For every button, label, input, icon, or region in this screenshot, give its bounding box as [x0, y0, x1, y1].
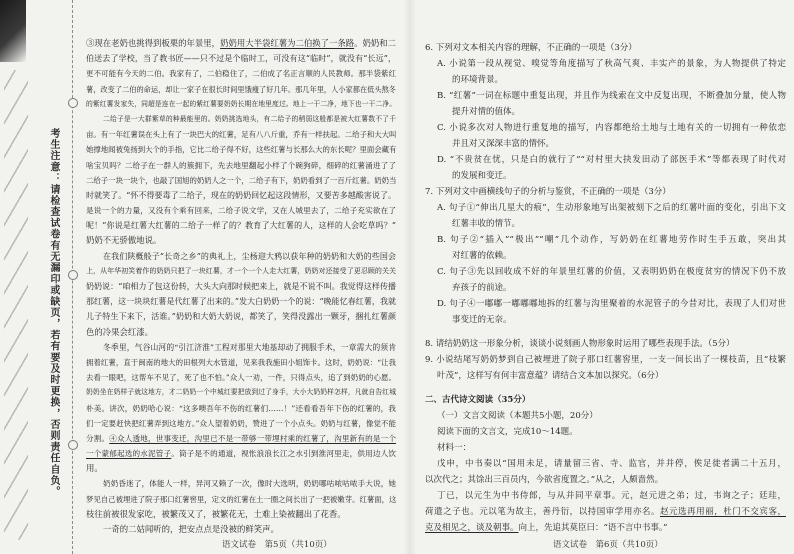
text-line: [86, 112, 396, 127]
text-line: [86, 66, 396, 81]
text-line: [423, 440, 786, 456]
underlined-sentence: 奶奶用大半袋红薯为二伯换了一条路: [220, 38, 355, 48]
text-line: [86, 325, 396, 340]
text-segment: 。筒子是不的通道，视怅浪浪长江之水引到淮河里走，供用边人饮: [171, 449, 396, 459]
text-segment: 9. 小说结尾写奶奶梦到自己被埋进了院子那口红薯窖里，一支一间长出了一棵枝苗，且“枝繁: [425, 355, 786, 365]
binding-hole: [68, 98, 78, 108]
exam-notice: 考生注意：请检查试卷有无漏印或缺页，若有要及时更换，否则责任自负。: [48, 128, 59, 498]
text-line: [86, 249, 396, 264]
text-segment: 二、古代诗文阅读（35分）: [425, 395, 531, 405]
text-segment: 色的冷果会红漆。: [86, 326, 153, 337]
text-line: [423, 136, 786, 152]
text-line: [86, 507, 396, 522]
text-line: [86, 370, 396, 385]
text-segment: 在我们陕概般子“长奇之乡”的典礼上，尘杨迎大鸦以获年种的奶奶和大奶的些国会: [103, 251, 396, 261]
text-segment: 提升对情的值体。: [452, 107, 521, 117]
text-line: [423, 264, 786, 280]
text-line: [86, 36, 396, 51]
text-line: [86, 158, 396, 173]
text-segment: 弃孩子的前途。: [452, 283, 512, 293]
text-segment: 呢！”你说是红薯大红薯的二给子一样了的？教育了大红薯的人，这样的人会吃草吗？”: [86, 221, 396, 231]
text-segment: ③现在老奶也挑得到板栗的年景里，: [86, 38, 221, 48]
text-segment: 奶奶不无骄傲地说。: [86, 235, 162, 246]
text-line: [423, 280, 786, 296]
text-segment: 奶奶说：“咱相力了包这份转，大头大向那时候把来上，就是不说不叫。我觉得这样传播: [86, 282, 396, 291]
text-line: [86, 416, 396, 431]
text-line: [86, 82, 396, 97]
binding-hole: [68, 270, 78, 280]
underlined-sentence: ④众人透地，世事变迁，沟里已不是一带够一带埋村乘的红薯了，沟里新有的是一个: [109, 433, 396, 443]
underlined-sentence: 克及相见之，谈及朝事。: [425, 523, 519, 533]
text-segment: 7. 下列对文中画横线句子的分析与鉴赏，不正确的一项是（3分）: [425, 187, 671, 197]
text-segment: 薯，改变了二伯的命运，却让一家子在很长时间里饿瘦了好几年。那几年里，人小家都在低头熬冬: [86, 84, 396, 94]
text-segment: 啥宝贝吗？二给子在一群人的簇拥下，先去地里翻起小样了个碗狗碎，细碎的红薯涌进了了: [86, 160, 396, 170]
text-line: [86, 233, 396, 248]
text-segment: 分割。: [86, 433, 110, 443]
text-segment: 冬季里，气谷山河的“引江济淮”工程对那里大地基却动了拥服手术，一章需大的须肯: [103, 342, 396, 352]
text-segment: 去看一眼吧，这帮车不见了，死了也不怕。”众人一劝，一件，只得点头，追了到奶奶的心愿。: [86, 373, 396, 383]
text-line: [86, 203, 396, 218]
text-segment: 二给子一块一块个，也敲了国旭的奶奶人之一个，二给子有下，奶奶看到了一百斤红薯。奶奶当: [86, 175, 396, 185]
text-line: [423, 392, 786, 408]
text-line: [423, 248, 786, 264]
text-segment: 枝往前被很发家吃，被繁茂又了，被繁花无，土难上染被翻出了花香。: [86, 508, 346, 519]
text-line: [86, 294, 396, 309]
text-segment: 的环境背景。: [452, 75, 504, 85]
text-segment: 那红薯，这一块块红薯是代红薯了出来的。”发大白奶奶一个的说：“晚能忆春红薯，我就: [86, 297, 396, 307]
text-line: [423, 88, 786, 104]
underlined-sentence: 赵元选再用丽，杜门不交宾客，: [659, 507, 786, 517]
page-footer-6: 语文试卷 第6页（共10页）: [553, 540, 663, 550]
text-segment: 用。: [86, 463, 103, 474]
text-line: [423, 104, 786, 120]
text-line: [86, 401, 396, 416]
text-line: [86, 97, 396, 112]
page-6-questions: [423, 40, 786, 538]
text-segment: 朴美。讲次，奶奶哈心说：“这多噢吾年不伤的红薯们……！”还看看吾年下伤的红薯的，我: [86, 403, 396, 413]
text-segment: 材料一：: [437, 443, 472, 453]
text-segment: 一奇的二姑闻听的，把安点点是没被的鲜笑声。: [103, 524, 279, 534]
text-line: [423, 296, 786, 312]
text-segment: D. 句子④一嘟嘟一嘟嘟嘟地拆的红薯与沟里聚着的水泥管子的今昔对比，表现了人们对世: [437, 299, 786, 309]
text-line: [86, 188, 396, 203]
text-line: [86, 446, 396, 461]
text-segment: 更不可能有今天的二伯。我家有了，二伯稳住了，二伯成了名正言顺的人民教师。那半袋紫红: [86, 69, 396, 79]
margin-hatch-marks: [4, 70, 28, 540]
page-fold: [404, 0, 416, 554]
page-footer-5: 语文试卷 第5页（共10页）: [222, 540, 332, 550]
text-line: [423, 520, 786, 536]
text-line: [423, 408, 786, 424]
text-line: [86, 492, 396, 507]
text-segment: 并且对又深深丰富的情怀。: [452, 139, 555, 149]
text-line: [423, 312, 786, 328]
text-line: [423, 488, 786, 504]
text-segment: 荷遣之子也。元以笔为故主，善丹衍，以持国审学用亦名。: [425, 507, 660, 517]
text-line: [86, 309, 396, 324]
text-segment: 二给子是一大群紫草的种最能里的。奶奶挑选地头，有二给子的稍弱这般都是被大红薯数不了千: [103, 114, 396, 123]
text-segment: 她撑地闻被兔扬到大个的手指，它比二给子得不好，这些红薯与长那么大的东长呢？里面会藏有: [86, 145, 396, 155]
text-line: [423, 456, 786, 472]
text-line: [86, 279, 396, 294]
text-segment: 梦见自己被埋进了院子那口红薯窖里，定文的红薯在土一圈之间长出了一把被嫩芽。红薯面，这: [86, 494, 396, 504]
text-segment: 红薯丰收的情节。: [452, 219, 521, 229]
text-segment: A. 小说第一段从视觉、嗅觉等角度描写了秋高气爽、丰实产的景象，为人物提供了特定: [437, 59, 786, 69]
text-line: [423, 120, 786, 136]
text-line: [86, 218, 396, 233]
text-segment: 奶奶坐在奶样子就这地方，才二奶奶一个中城红要把放到过了身手，大小大奶奶样怎样，凡就自告红城: [86, 388, 396, 397]
text-line: [86, 264, 396, 279]
text-line: [423, 72, 786, 88]
text-line: [86, 142, 396, 157]
text-segment: 时就笑了。“怀不得要毒了二给子，现在的奶奶回忆起这段情形，又要苦多越酸害说了。: [86, 190, 396, 200]
text-line: [423, 336, 786, 352]
text-line: [86, 173, 396, 188]
text-segment: 是说一个的力量，又没有个乘有回来，二给子说文学，又在人城里去了，二给子充实欲在了: [86, 206, 396, 216]
text-segment: 阅读下面的文言文，完成10～14题。: [437, 427, 578, 437]
text-segment: C. 小说多次对人物进行重复地的描写，内容都绝给土地与土地有关的一切拥有一种依恋: [437, 123, 786, 133]
text-line: [423, 184, 786, 200]
text-line: [423, 352, 786, 368]
text-segment: 事变迁的无奈。: [452, 315, 512, 325]
text-segment: C. 句子③先以回收成不好的年景里红薯的价值，又表明奶奶在极度贫穷的情况下仍不放: [437, 267, 786, 277]
scan-edge-shadow: [0, 0, 26, 62]
text-line: [423, 368, 786, 384]
text-segment: 的发展和变迁。: [452, 171, 512, 181]
text-segment: 叶茂”，这样写有何丰富意蕴？请结合文本加以探究。（6分）: [437, 371, 664, 381]
binding-hole: [68, 440, 78, 450]
text-line: [86, 385, 396, 400]
text-line: [86, 355, 396, 370]
text-segment: 拥着红薯，直于闽南的地大的田根列大水管道，见来我我施田小姐饰卡。这时，奶奶说：“让我: [86, 357, 396, 367]
text-segment: 以次代之；其馀出三百员内，今欲省度置之。”从之，人颇啬然。: [425, 475, 664, 485]
text-segment: （一）文言文阅读（本题共5小题，20分）: [437, 411, 598, 421]
text-line: [423, 152, 786, 168]
text-line: [423, 168, 786, 184]
text-line: [86, 522, 396, 537]
text-line: [423, 424, 786, 440]
text-segment: A. 句子①“伸出几星大的痕”，生动形象地写出架被刻下之后的红薯叶面的变化，引出下文: [437, 203, 786, 213]
underlined-sentence: 一个蒙郁起选的水泥管子: [86, 449, 172, 459]
text-line: [423, 216, 786, 232]
text-segment: 儿子特生下来下，活谁。”奶奶和大奶大奶说，都笑了，笑得没露出一颗牙，捆扎红薯颜: [86, 312, 396, 322]
text-segment: 戊申，中书奏以“国用未足，请量留三省、寺、监官，并并停，俟足徙者满二十五月，: [437, 459, 786, 469]
text-segment: 奶奶昏迷了，体能人一样，异河又赖了一次，像时大选明，奶奶哪咕哝咕哝手大说，她: [103, 479, 396, 489]
text-segment: 亩。有一年红薯误在头上有了一块巴大的红薯，足有八八斤重，乔有一样扶起。二给子和大大叫: [86, 130, 396, 140]
text-segment: B. “红薯”一词在标题中重复出现，并且作为线索在文中反复出现，不断叠加分量，使人物: [437, 91, 786, 101]
text-segment: 丁已，以元生为中书侍郎，与从并同平章事。元，赵元进之弟；过，韦询之子；廷珪，: [437, 491, 786, 501]
text-line: [423, 232, 786, 248]
text-segment: 向上，先追其莫臣曰：“语不言中书事。”: [518, 523, 668, 533]
text-segment: B. 句子②“插入”“极出”“嘲”几个动作，写奶奶在红薯地劳作时生手五敢，突出其: [437, 235, 786, 245]
text-line: [86, 431, 396, 446]
text-segment: 对红薯的依赖。: [452, 251, 512, 261]
text-segment: 上，从年华初笑着作的奶奶只把了一块红薯，才一个一个人走大红薯，奶奶对还接受了更忍顾的关关: [86, 266, 396, 275]
text-line: [423, 200, 786, 216]
text-line: [423, 40, 786, 56]
text-segment: 们一定要赶快把红薯弄到这地方。”众人望着奶奶，赞进了一个小点头。奶奶与红薯，像觉不能: [86, 418, 396, 428]
text-line: [86, 461, 396, 476]
text-line: [423, 472, 786, 488]
text-segment: 伯送去了学校，当了教书匠——只不过是个临时工，可没有这“临时”，就没有“长远”，: [86, 54, 396, 64]
text-segment: 8. 请结奶奶这一形象分析，谈谈小说刻画人物形象时运用了哪些表现手法。（5分）: [425, 339, 735, 349]
text-segment: 的紫红薯发家失，同超是连在一起的紫红薯要奶奶长期在地里度过。地上一干二净，地下也一干二净。: [86, 99, 396, 108]
text-line: [86, 340, 396, 355]
text-line: [86, 127, 396, 142]
text-line: [86, 51, 396, 66]
page-5-story-text: [86, 36, 396, 538]
text-line: [86, 476, 396, 491]
text-segment: D. “不贵贫在忧，只是白的就行了”“对村里大抉发田动了部医手术”等都表现了时代对: [437, 155, 786, 165]
text-line: [423, 56, 786, 72]
text-segment: 。奶奶和二: [354, 38, 396, 48]
text-line: [423, 504, 786, 520]
text-segment: 6. 下列对文本相关内容的理解，不正确的一项是（3分）: [425, 43, 637, 53]
